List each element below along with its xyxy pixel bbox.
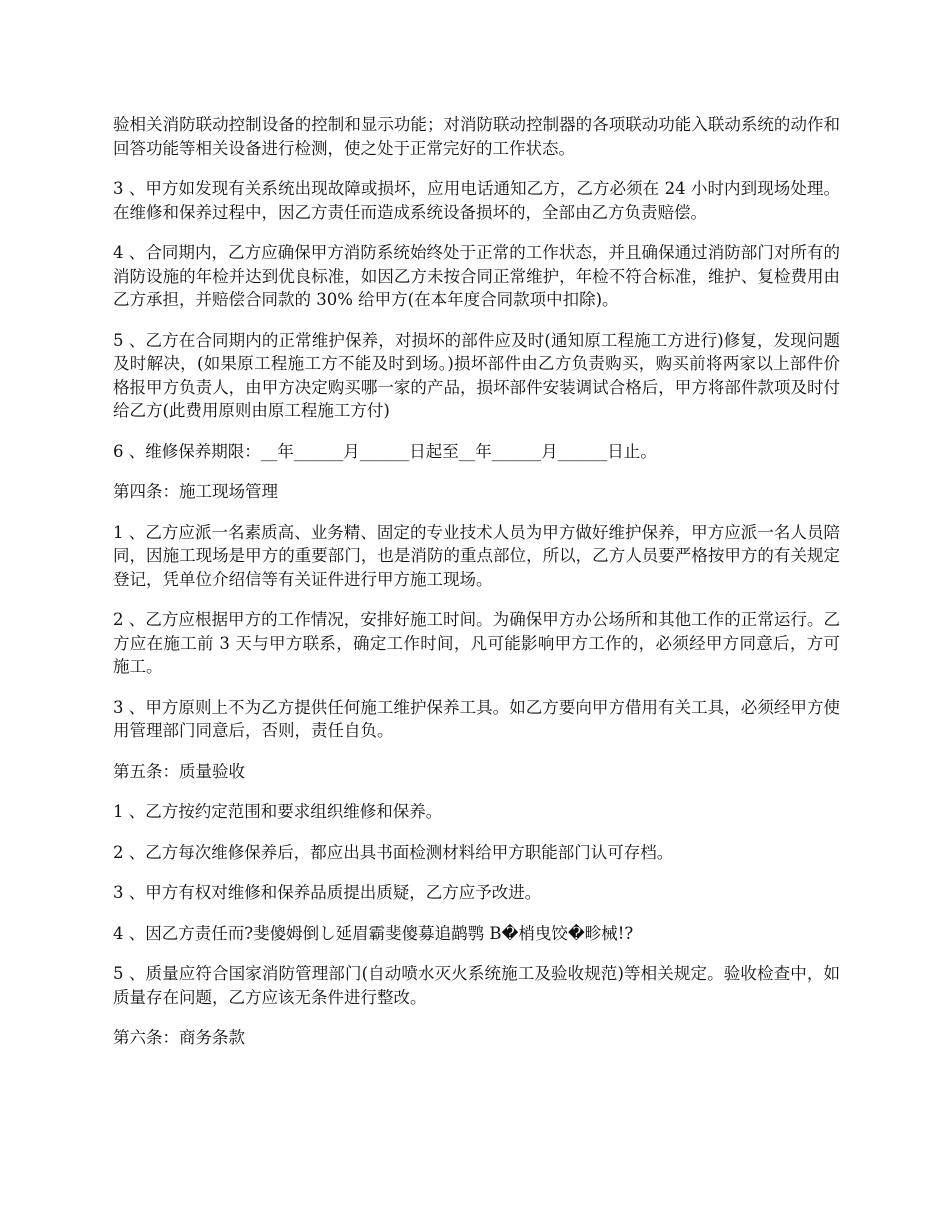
paragraph-item-6-term: 6 、维修保养期限：__年______月______日起至__年______月______日止。: [113, 441, 657, 461]
paragraph-inspection-continued: 验相关消防联动控制设备的控制和显示功能；对消防联动控制器的各项联动功能入联动系统的动作和回答功能等相关设备进行检测，使之处于正常完好的工作状态。: [113, 115, 840, 158]
section-heading-article-6: 第六条：商务条款: [113, 1028, 245, 1047]
paragraph-item-4-contract-period: 4 、合同期内，乙方应确保甲方消防系统始终处于正常的工作状态，并且确保通过消防部门对所有的消防设施的年检并达到优良标准，如因乙方未按合同正常维护，年检不符合标准，维护、复检费用由乙方承担，并赔偿合同款的 30% 给甲方(在本年度合同款项中扣除)。: [113, 243, 840, 309]
paragraph-article-4-item-3: 3 、甲方原则上不为乙方提供任何施工维护保养工具。如乙方要向甲方借用有关工具，必须经甲方使用管理部门同意后，否则，责任自负。: [113, 697, 840, 740]
paragraph-article-4-item-1: 1 、乙方应派一名素质高、业务精、固定的专业技术人员为甲方做好维护保养，甲方应派一名人员陪同，因施工现场是甲方的重要部门，也是消防的重点部位，所以，乙方人员要严格按甲方的有关规定登记，凭单位介绍信等有关证件进行甲方施工现场。: [113, 522, 840, 589]
paragraph-article-5-item-1: 1 、乙方按约定范围和要求组织维修和保养。: [113, 802, 443, 821]
paragraph-article-5-item-3: 3 、甲方有权对维修和保养品质提出质疑，乙方应予改进。: [113, 883, 542, 902]
paragraph-item-3-fault-report: 3 、甲方如发现有关系统出现故障或损坏，应用电话通知乙方，乙方必须在 24 小时内到现场处理。在维修和保养过程中，因乙方责任而造成系统设备损坏的，全部由乙方负责赔偿。: [113, 179, 840, 222]
paragraph-article-5-item-5: 5 、质量应符合国家消防管理部门(自动喷水灭火系统施工及验收规范)等相关规定。验收检查中，如质量存在问题，乙方应该无条件进行整改。: [113, 964, 840, 1007]
section-heading-article-5: 第五条：质量验收: [113, 761, 245, 781]
paragraph-article-4-item-2: 2 、乙方应根据甲方的工作情况，安排好施工时间。为确保甲方办公场所和其他工作的正常运行。乙方应在施工前 3 天与甲方联系，确定工作时间，凡可能影响甲方工作的，必须经甲方同意后，方可施工。: [113, 610, 840, 676]
paragraph-article-5-item-4: 4 、因乙方责任而?斐傻姆倒し延眉霸斐傻募追鹋鹗 B�梢曳饺�畛械!?: [113, 923, 634, 943]
paragraph-item-5-maintenance: 5 、乙方在合同期内的正常维护保养，对损坏的部件应及时(通知原工程施工方进行)修复，发现问题及时解决，(如果原工程施工方不能及时到场。)损坏部件由乙方负责购买，购买前将两家以上部件价格报甲方负责人，由甲方决定购买哪一家的产品，损坏部件安装调试合格后，甲方将部件款项及时付给乙方(此费用原则由原工程施工方付): [113, 330, 840, 420]
paragraph-article-5-item-2: 2 、乙方每次维修保养后，都应出具书面检测材料给甲方职能部门认可存档。: [113, 842, 674, 862]
section-heading-article-4: 第四条：施工现场管理: [113, 482, 278, 501]
